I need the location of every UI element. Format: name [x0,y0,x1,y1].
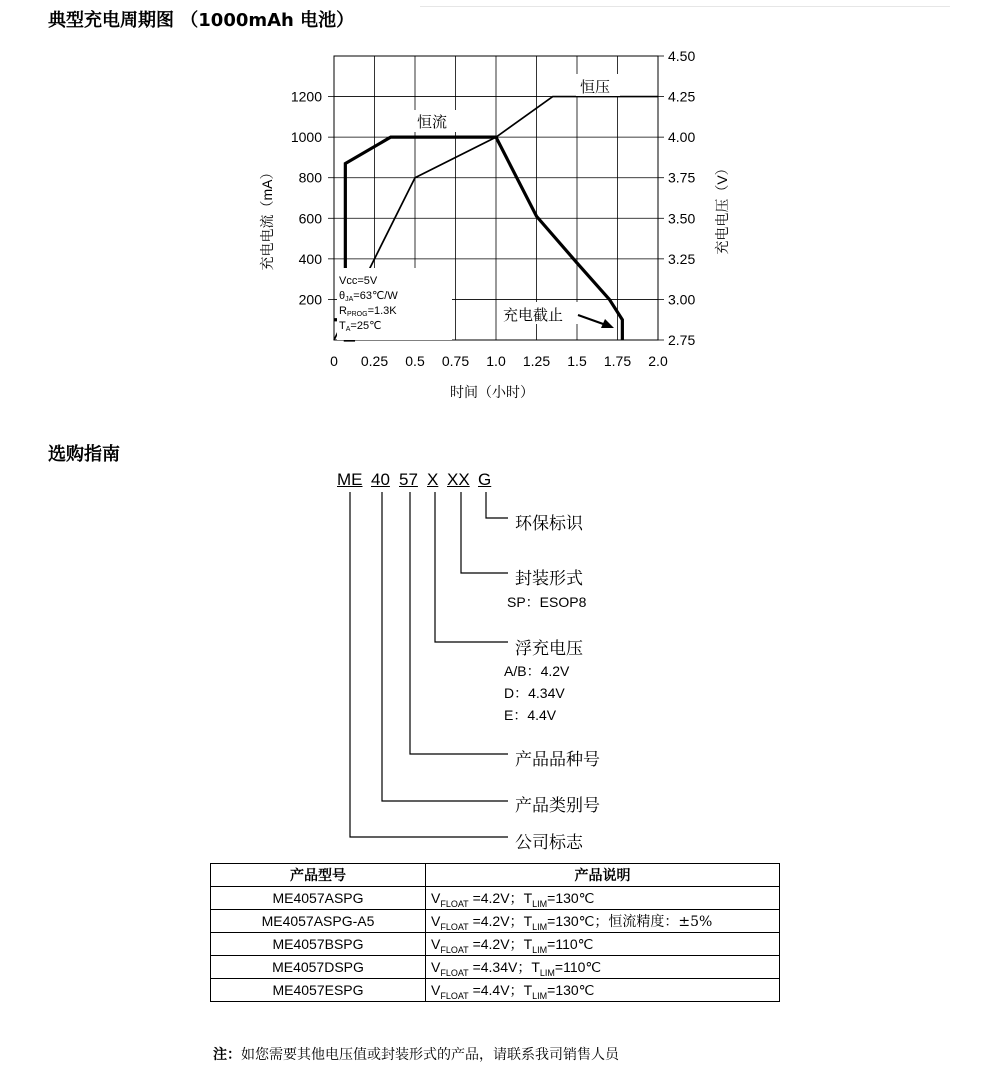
label-company: 公司标志 [515,833,583,853]
desc-part: LIM [532,944,548,955]
right-tick-label: 4.50 [668,48,696,64]
desc-part: FLOAT [440,990,469,1001]
x-tick-label: 0.5 [405,353,425,369]
desc-part: LIM [532,898,548,909]
footnote-text: 如您需要其他电压值或封装形式的产品，请联系我司销售人员 [241,1047,619,1063]
x-axis-label: 时间（小时） [450,384,534,400]
product-table [210,863,780,1002]
part-seg-40: 40 [371,470,390,489]
desc-part: T [523,889,533,906]
desc-part: LIM [532,921,548,932]
label-pkg-sp: SP：ESOP8 [507,594,587,610]
cond-rprog: RPROG=1.3K [339,305,397,318]
desc-part: LIM [539,967,555,978]
desc-part: =130℃ [547,981,595,998]
right-tick-label: 3.50 [668,210,696,227]
label-category: 产品类别号 [515,796,600,816]
cell-model: ME4057ASPG-A5 [211,910,426,933]
chart-section-title: 典型充电周期图 （1000mAh 电池） [48,10,355,31]
desc-part: =4.2V； [468,889,524,906]
cond-ta: TA=25℃ [339,320,382,333]
left-axis-label: 充电电流（mA） [259,165,275,271]
desc-part: V [431,935,441,952]
right-tick-label: 3.00 [668,291,696,308]
desc-part: =130℃ [547,889,595,906]
right-tick-label: 4.00 [668,129,696,146]
cell-model: ME4057BSPG [211,933,426,956]
right-tick-label: 2.75 [668,332,696,348]
desc-part: =110℃ [554,958,602,975]
label-variety: 产品品种号 [515,750,600,770]
desc-part: =4.2V； [468,912,524,929]
label-pkg: 封装形式 [515,569,583,589]
left-tick-label: 200 [298,291,322,308]
cc-label: 恒流 [417,114,448,131]
table-row [211,910,780,933]
desc-part: FLOAT [440,944,469,955]
part-seg-g: G [478,470,492,489]
cv-label: 恒压 [580,79,611,96]
desc-part: =110℃ [547,935,594,952]
x-tick-label: 1.25 [522,353,551,369]
x-tick-label: 1.0 [486,353,506,369]
connector-eco [486,492,508,518]
left-tick-label: 600 [298,210,322,227]
desc-part: T [523,912,533,929]
label-float-ab: A/B：4.2V [504,663,570,679]
part-seg-57: 57 [399,470,418,489]
right-tick-label: 3.25 [668,250,696,267]
desc-part: V [431,958,441,975]
cell-model: ME4057ESPG [211,979,426,1002]
part-seg-me: ME [337,470,363,489]
desc-part: LIM [532,990,548,1001]
desc-part: FLOAT [440,967,469,978]
table-row [211,887,780,910]
x-tick-label: 0.25 [360,353,389,369]
x-tick-label: 1.5 [567,353,587,369]
header-desc: 产品说明 [426,864,780,887]
x-tick-label: 2.0 [648,353,668,369]
connector-company [350,492,508,837]
cell-desc [426,910,780,933]
desc-part: =4.34V； [468,958,532,975]
left-tick-label: 1200 [290,88,322,105]
desc-part: FLOAT [440,898,469,909]
desc-part: 恒流精度：±5% [608,913,713,930]
label-eco: 环保标识 [515,514,583,534]
table-row [211,956,780,979]
desc-part: V [431,889,441,906]
connector-pkg [461,492,508,573]
footnote-label: 注： [213,1047,241,1063]
label-float-d: D：4.34V [504,685,565,701]
footnote [213,1044,619,1064]
table-row [211,979,780,1002]
connector-float [435,492,508,642]
desc-part: V [431,912,441,929]
table-header-row [211,864,780,887]
cond-theta: θJA=63℃/W [339,290,398,303]
cutoff-label: 充电截止 [503,307,564,324]
left-tick-label: 1000 [290,129,322,146]
desc-part: =130℃； [547,912,609,929]
part-seg-xx: XX [447,470,470,489]
cond-vcc: Vcc=5V [339,275,378,287]
desc-part: T [531,958,540,975]
desc-part: T [523,935,533,952]
right-tick-label: 4.25 [668,88,696,105]
cell-model: ME4057ASPG [211,887,426,910]
desc-part: FLOAT [440,921,469,932]
ordering-guide-title: 选购指南 [48,444,120,465]
cell-desc [426,933,780,956]
x-tick-label: 1.75 [603,353,632,369]
left-tick-label: 400 [298,250,322,267]
table-row [211,933,780,956]
desc-part: T [523,981,533,998]
label-float: 浮充电压 [515,639,583,659]
connector-variety [410,492,508,754]
connector-category [382,492,508,801]
header-model: 产品型号 [211,864,426,887]
right-axis-label: 充电电压（V） [714,161,730,255]
part-seg-x: X [427,470,439,489]
cell-desc [426,956,780,979]
x-tick-label: 0 [330,353,338,369]
desc-part: =4.4V； [468,981,524,998]
right-tick-label: 3.75 [668,169,696,186]
desc-part: =4.2V； [468,935,524,952]
cell-desc [426,979,780,1002]
x-tick-label: 0.75 [441,353,470,369]
desc-part: V [431,981,441,998]
label-float-e: E：4.4V [504,707,557,723]
cell-desc [426,887,780,910]
left-tick-label: 800 [298,169,322,186]
cell-model: ME4057DSPG [211,956,426,979]
